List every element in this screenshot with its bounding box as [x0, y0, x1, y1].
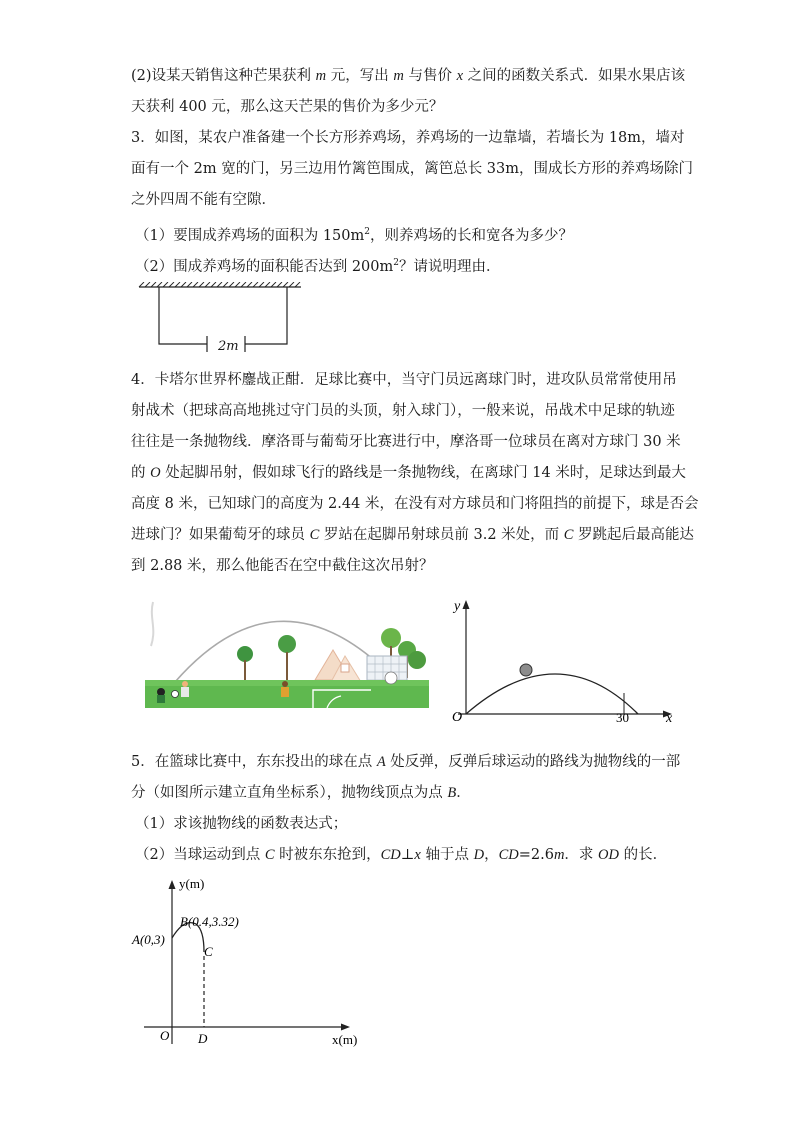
q5-origin-label: O: [160, 1028, 170, 1043]
q4-line1: 4．卡塔尔世界杯鏖战正酣．足球比赛中，当守门员远离球门时，进攻队员常常使用吊: [131, 372, 677, 388]
q4-line3: 往往是一条抛物线．摩洛哥与葡萄牙比赛进行中，摩洛哥一位球员在离对方球门 30 米: [131, 434, 681, 450]
q4-parabola-graph: [448, 596, 684, 730]
q5-x-axis-label: x(m): [332, 1032, 358, 1047]
q5-part2: （2）当球运动到点 C 时被东东抢到，CD⊥x 轴于点 D，CD=2.6m．求 OD 的长．: [135, 847, 668, 863]
q5-basketball-graph: [130, 874, 370, 1048]
q4-origin-label: O: [452, 710, 463, 725]
q4-line5: 高度 8 米，已知球门的高度为 2.44 米，在没有对方球员和门将阻挡的前提下，球是否会: [131, 496, 699, 512]
q4-line6: 进球门？如果葡萄牙的球员 C 罗站在起脚吊射球员前 3.2 米处，而 C 罗跳起后最高能达: [131, 527, 695, 543]
q5-part1: （1）求该抛物线的函数表达式；: [135, 816, 348, 832]
q4-line2: 射战术（把球高高地挑过守门员的头顶，射入球门），一般来说，吊战术中足球的轨迹: [131, 403, 675, 419]
q3-line2: 面有一个 2m 宽的门，另三边用竹篱笆围成，篱笆总长 33m，围成长方形的养鸡场除门: [131, 161, 693, 177]
q2-part2-line1: (2)设某天销售这种芒果获利 m 元，写出 m 与售价 x 之间的函数关系式．如果水果店该: [131, 68, 686, 84]
point-b-label: B(0.4,3.32): [180, 914, 239, 929]
q4-line7: 到 2.88 米，那么他能否在空中截住这次吊射？: [131, 558, 434, 574]
point-a-label: A(0,3): [132, 932, 165, 947]
q5-y-axis-label: y(m): [179, 876, 205, 891]
q5-line1: 5．在篮球比赛中，东东投出的球在点 A 处反弹，反弹后球运动的路线为抛物线的一部: [131, 754, 681, 770]
q4-x-axis-label: x: [666, 711, 673, 726]
q4-y-axis-label: y: [454, 599, 461, 614]
q4-tick-label: 30: [616, 710, 629, 725]
q3-part1: （1）要围成养鸡场的面积为 $150m^2$，则养鸡场的长和宽各为多少？: [135, 227, 573, 244]
q3-part2: （2）围成养鸡场的面积能否达到 $200m^2$？请说明理由．: [135, 258, 501, 275]
soccer-lob-illustration: [145, 598, 433, 710]
door-width-label: 2m: [218, 339, 239, 354]
q4-line4: 的 O 处起脚吊射，假如球飞行的路线是一条抛物线，在离球门 14 米时，足球达到最大: [131, 465, 686, 481]
q3-line1: 3．如图，某农户准备建一个长方形养鸡场，养鸡场的一边靠墙，若墙长为 18m，墙对: [131, 130, 685, 146]
point-d-label: D: [198, 1031, 208, 1046]
q2-part2-line2: 天获利 400 元，那么这天芒果的售价为多少元？: [131, 99, 444, 115]
point-c-label: C: [204, 944, 213, 959]
q3-line3: 之外四周不能有空隙．: [131, 192, 276, 208]
q5-line2: 分（如图所示建立直角坐标系），抛物线顶点为点 B．: [131, 785, 471, 801]
